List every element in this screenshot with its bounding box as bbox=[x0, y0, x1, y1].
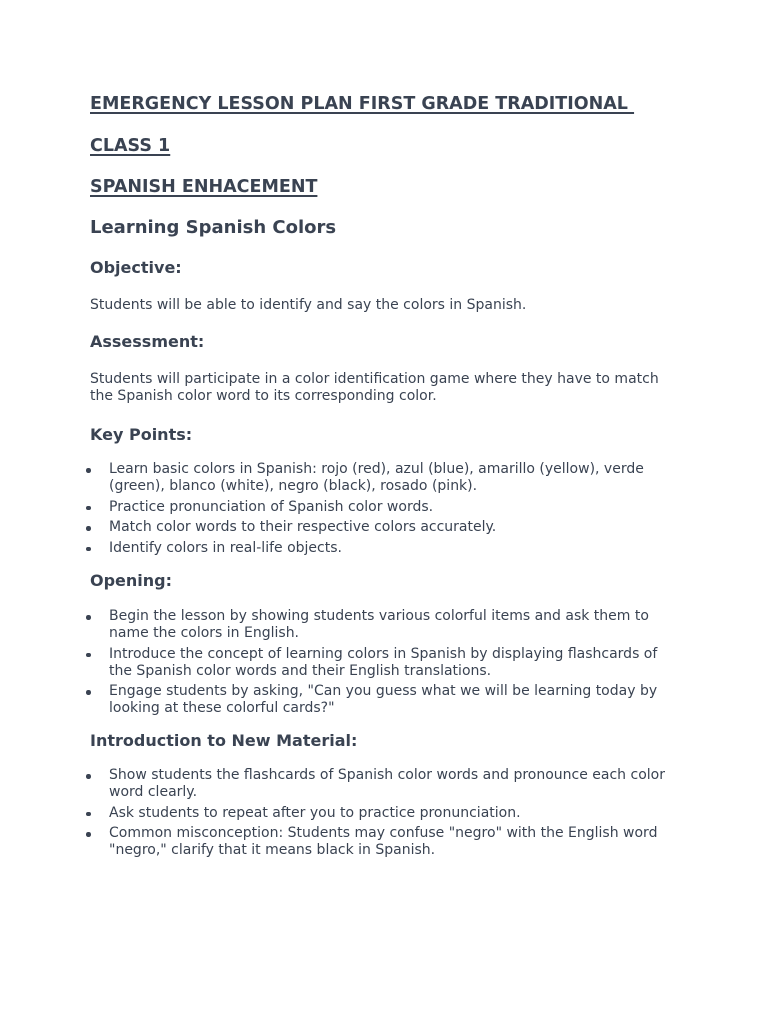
list-item: Practice pronunciation of Spanish color words. bbox=[90, 499, 680, 516]
new-material-heading: Introduction to New Material: bbox=[90, 731, 358, 750]
key-points-list bbox=[90, 461, 680, 560]
document-title-line-1: EMERGENCY LESSON PLAN FIRST GRADE TRADITIONAL bbox=[90, 94, 635, 114]
objective-text: Students will be able to identify and say the colors in Spanish. bbox=[90, 297, 527, 313]
list-item: Ask students to repeat after you to practice pronunciation. bbox=[90, 805, 680, 822]
lesson-title: Learning Spanish Colors bbox=[90, 217, 337, 238]
opening-list bbox=[90, 608, 680, 721]
key-points-heading: Key Points: bbox=[90, 425, 193, 444]
opening-heading: Opening: bbox=[90, 571, 173, 590]
list-item: Identify colors in real-life objects. bbox=[90, 540, 680, 557]
list-item: Begin the lesson by showing students various colorful items and ask them to name the colors in English. bbox=[90, 608, 680, 642]
list-item: Common misconception: Students may confuse "negro" with the English word "negro," clarify that it means black in Spanish. bbox=[90, 825, 680, 859]
document-title-line-2: CLASS 1 bbox=[90, 136, 171, 156]
new-material-list bbox=[90, 767, 680, 863]
document-title-line-3: SPANISH ENHACEMENT bbox=[90, 177, 318, 197]
list-item: Learn basic colors in Spanish: rojo (red), azul (blue), amarillo (yellow), verde (green), blanco (white), negro (black), rosado (pink). bbox=[90, 461, 680, 495]
list-item: Show students the flashcards of Spanish color words and pronounce each color word clearly. bbox=[90, 767, 680, 801]
assessment-text: Students will participate in a color identification game where they have to match the Spanish color word to its corresponding color. bbox=[90, 371, 659, 404]
assessment-heading: Assessment: bbox=[90, 332, 205, 351]
list-item: Engage students by asking, "Can you guess what we will be learning today by looking at these colorful cards?" bbox=[90, 683, 680, 717]
objective-heading: Objective: bbox=[90, 258, 182, 277]
list-item: Introduce the concept of learning colors in Spanish by displaying flashcards of the Spanish color words and their English translations. bbox=[90, 646, 680, 680]
list-item: Match color words to their respective colors accurately. bbox=[90, 519, 680, 536]
